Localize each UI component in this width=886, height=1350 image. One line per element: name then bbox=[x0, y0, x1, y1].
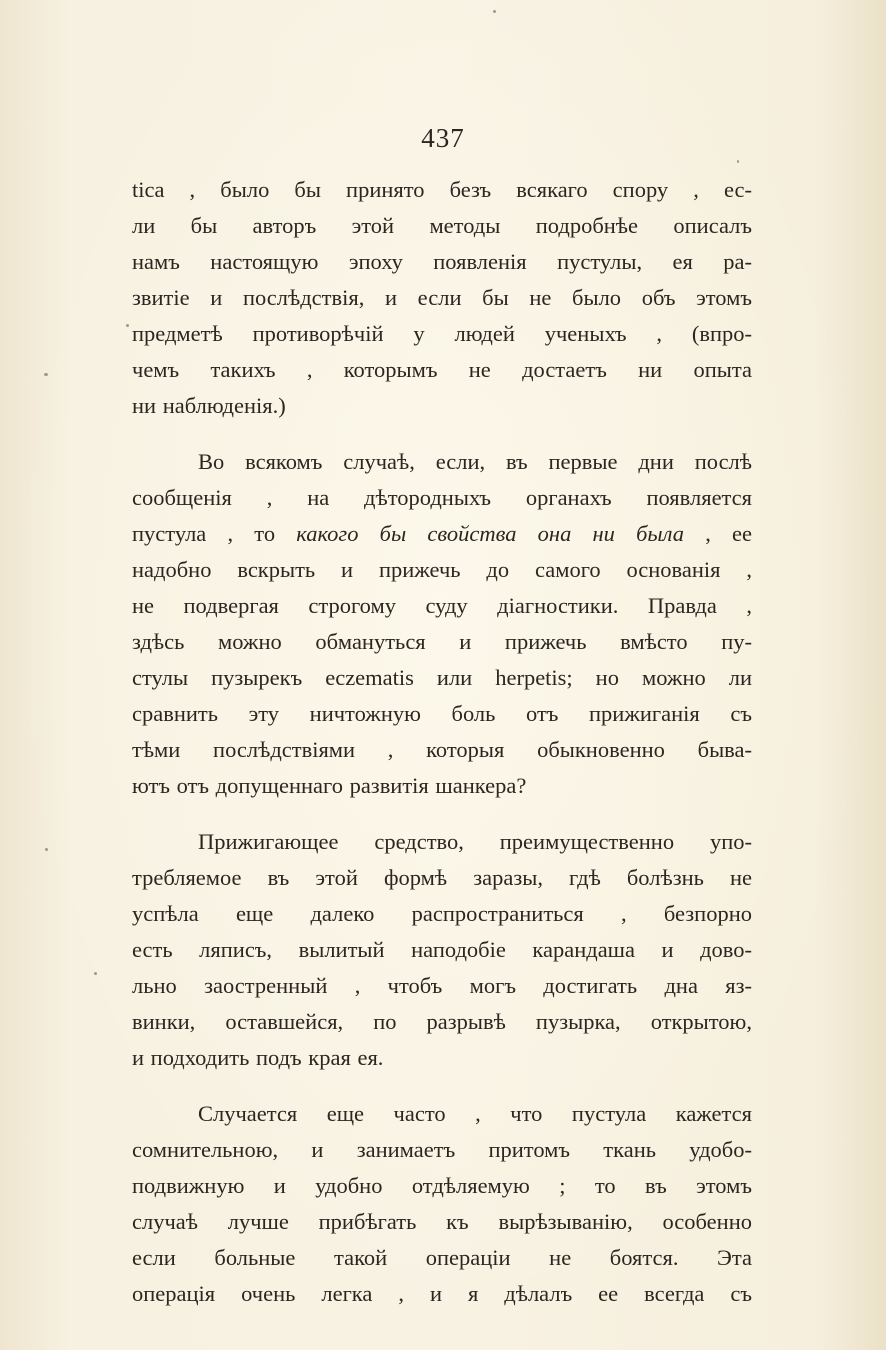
text-line: Прижигающее средство, преимущественно упо- bbox=[198, 829, 752, 854]
text-line: ни наблюденія.) bbox=[132, 393, 286, 418]
text-run: пустула , то bbox=[132, 521, 297, 546]
text-line: сомнительною, и занимаетъ притомъ ткань удобо- bbox=[132, 1137, 752, 1162]
italic-emphasis: какого бы свойства она ни была bbox=[296, 521, 685, 546]
text-line: Во всякомъ случаѣ, если, въ первые дни послѣ bbox=[198, 449, 752, 474]
paragraph bbox=[132, 172, 752, 424]
text-line: надобно вскрыть и прижечь до самого основанія , bbox=[132, 557, 752, 582]
text-line: Случается еще часто , что пустула кажется bbox=[198, 1101, 752, 1126]
text-line: ли бы авторъ этой методы подробнѣе описалъ bbox=[132, 213, 752, 238]
paper-speck bbox=[126, 324, 129, 327]
text-line: предметѣ противорѣчій у людей ученыхъ , (впро- bbox=[132, 321, 752, 346]
body-text bbox=[132, 172, 752, 1312]
paragraph bbox=[132, 444, 752, 804]
paper-speck bbox=[493, 10, 496, 13]
text-line: операція очень легка , и я дѣлалъ ее всегда съ bbox=[132, 1281, 752, 1306]
text-line: не подвергая строгому суду діагностики. Правда , bbox=[132, 593, 752, 618]
text-line: tica , было бы принято безъ всякаго спору , ес- bbox=[132, 177, 752, 202]
text-run: , ее bbox=[684, 521, 753, 546]
text-line: ютъ отъ допущеннаго развитія шанкера? bbox=[132, 773, 527, 798]
paper-speck bbox=[94, 972, 97, 975]
paragraph bbox=[132, 1096, 752, 1312]
text-line: стулы пузырекъ eczematis или herpetis; но можно ли bbox=[132, 665, 752, 690]
text-line: льно заостренный , чтобъ могъ достигать дна яз- bbox=[132, 973, 752, 998]
text-line: есть ляписъ, вылитый наподобіе карандаша и дово- bbox=[132, 937, 752, 962]
text-line: подвижную и удобно отдѣляемую ; то въ этомъ bbox=[132, 1173, 752, 1198]
paragraph bbox=[132, 824, 752, 1076]
text-line: если больные такой операціи не боятся. Эта bbox=[132, 1245, 752, 1270]
text-line: намъ настоящую эпоху появленія пустулы, ея ра- bbox=[132, 249, 752, 274]
text-line: сообщенія , на дѣтородныхъ органахъ появляется bbox=[132, 485, 752, 510]
paper-speck bbox=[45, 848, 48, 851]
text-line: требляемое въ этой формѣ заразы, гдѣ болѣзнь не bbox=[132, 865, 752, 890]
text-line: чемъ такихъ , которымъ не достаетъ ни опыта bbox=[132, 357, 752, 382]
text-line: здѣсь можно обмануться и прижечь вмѣсто пу- bbox=[132, 629, 752, 654]
paper-speck bbox=[44, 373, 48, 376]
text-line: успѣла еще далеко распространиться , безпорно bbox=[132, 901, 752, 926]
text-line: сравнить эту ничтожную боль отъ прижиганія съ bbox=[132, 701, 752, 726]
text-line: винки, оставшейся, по разрывѣ пузырка, открытою, bbox=[132, 1009, 752, 1034]
page-number: 437 bbox=[421, 123, 465, 153]
text-line: случаѣ лучше прибѣгать къ вырѣзыванію, особенно bbox=[132, 1209, 752, 1234]
text-line: звитіе и послѣдствія, и если бы не было объ этомъ bbox=[132, 285, 752, 310]
text-line: тѣми послѣдствіями , которыя обыкновенно быва- bbox=[132, 737, 752, 762]
paper-speck bbox=[737, 160, 739, 163]
text-line: и подходить подъ края ея. bbox=[132, 1045, 384, 1070]
text-line bbox=[132, 516, 752, 552]
